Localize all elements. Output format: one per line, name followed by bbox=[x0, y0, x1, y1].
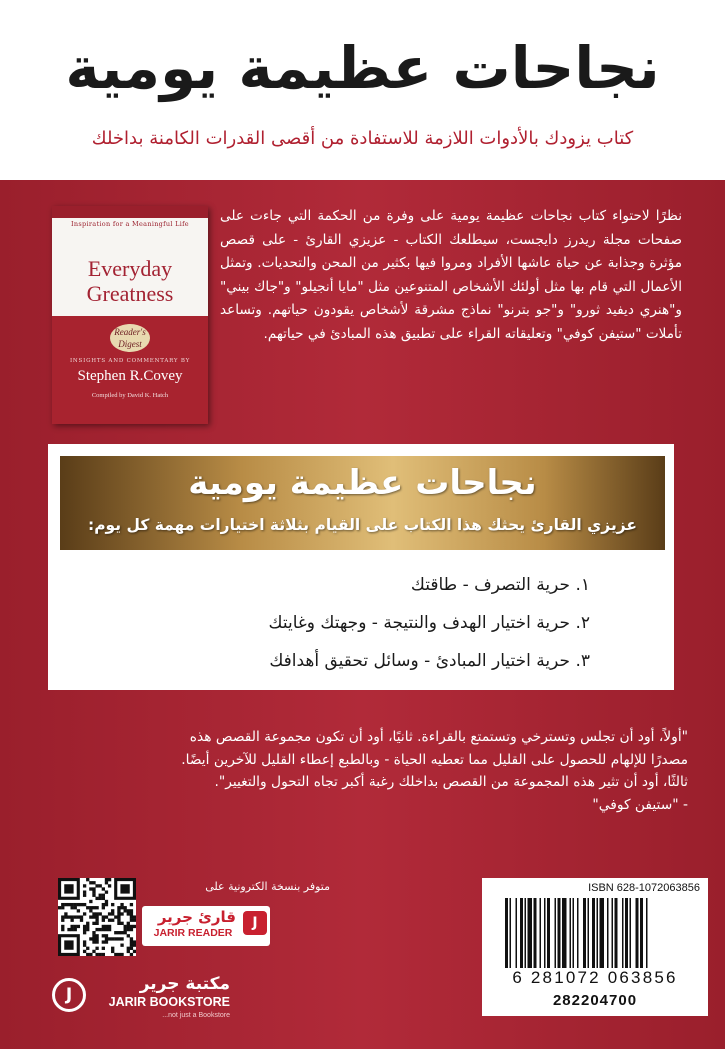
book-compiled: Compiled by David K. Hatch bbox=[91, 392, 169, 399]
highlight-subtitle: عزيزي القارئ يحثك هذا الكتاب على القيام بثلاثة اختيارات مهمة كل يوم: bbox=[88, 516, 637, 534]
ebook-availability-text: متوفر بنسخة الكترونية على bbox=[205, 880, 330, 893]
qr-code-icon bbox=[58, 878, 136, 956]
ean-number: 6 281072 063856 bbox=[512, 968, 678, 987]
book-cover-band bbox=[52, 206, 208, 218]
list-item: ١. حرية التصرف - طاقتك bbox=[410, 575, 590, 595]
book-tagline: Inspiration for a Meaningful Life bbox=[71, 220, 189, 228]
page-subtitle: كتاب يزودك بالأدوات اللازمة للاستفادة من أقصى القدرات الكامنة بداخلك bbox=[91, 128, 634, 149]
page-title: نجاحات عظيمة يومية bbox=[65, 34, 660, 102]
book-cover-thumbnail bbox=[52, 206, 208, 424]
book-insights-label: INSIGHTS AND COMMENTARY BY bbox=[69, 358, 191, 364]
quote-line: ثالثًا، أود أن تثير هذه المجموعة من القصص بداخلك رغبة أكبر تجاه التحول والتغيير". bbox=[214, 774, 688, 790]
bookstore-tagline: ...not just a Bookstore bbox=[162, 1012, 230, 1019]
bookstore-name-english: JARIR BOOKSTORE bbox=[108, 995, 230, 1009]
book-title-line1: Everyday bbox=[87, 256, 173, 281]
list-item: ٢. حرية اختيار الهدف والنتيجة - وجهتك وغايتك bbox=[268, 613, 590, 633]
readers-digest-badge: Reader's Digest bbox=[110, 324, 150, 352]
barcode-icon bbox=[505, 898, 687, 968]
book-title-line2: Greatness bbox=[86, 281, 174, 306]
price-code: 282204700 bbox=[552, 992, 638, 1009]
book-title bbox=[52, 256, 208, 306]
bookstore-name-arabic: مكتبة جرير bbox=[139, 974, 230, 994]
jarir-reader-arabic: قارئ جرير bbox=[157, 908, 236, 926]
choices-list bbox=[120, 566, 590, 680]
isbn-text: ISBN 628-1072063856 bbox=[588, 882, 700, 894]
jarir-reader-logo-icon: J bbox=[243, 911, 267, 935]
quote-block bbox=[60, 726, 688, 816]
list-item: ٣. حرية اختيار المبادئ - وسائل تحقيق أهدافك bbox=[269, 651, 590, 671]
book-author: Stephen R.Covey bbox=[77, 368, 183, 384]
quote-line: مصدرًا للإلهام للحصول على القليل مما تعطيه الحياة - وبالطبع إعطاء القليل للآخرين أيضًا. bbox=[181, 751, 688, 768]
quote-attribution: - "ستيفن كوفي" bbox=[592, 796, 688, 813]
highlight-title: نجاحات عظيمة يومية bbox=[188, 463, 537, 503]
quote-line: "أولاً، أود أن تجلس وتسترخي وتستمتع بالقراءة. ثانيًا، أود أن تكون مجموعة القصص هذه bbox=[189, 729, 688, 745]
description-text: نظرًا لاحتواء كتاب نجاحات عظيمة يومية على وفرة من الحكمة التي جاءت على صفحات مجلة ريدرز دايجست، سيطلعك الكتاب - عزيزي القارئ - على قصص مؤثرة وجذابة عن حياة عاشها الأفراد ومروا فيها بكثير من المحن والتحديات. وتمثل الأعمال التي قام بها مثل أولئك الأشخاص المتنوعين مثل "مايا أنجيلو" و"جاك بيني" و"هنري ديفيد ثورو" و"جو بترنو" نماذج مشرقة لأشخاص يقودون حياتهم. وتساعد تأملات "ستيفن كوفي" وتعليقاته القراء على تطبيق هذه المبادئ في حياتهم. bbox=[220, 208, 682, 342]
jarir-bookstore-logo-icon: J bbox=[52, 978, 86, 1012]
jarir-reader-english: JARIR READER bbox=[153, 927, 233, 939]
